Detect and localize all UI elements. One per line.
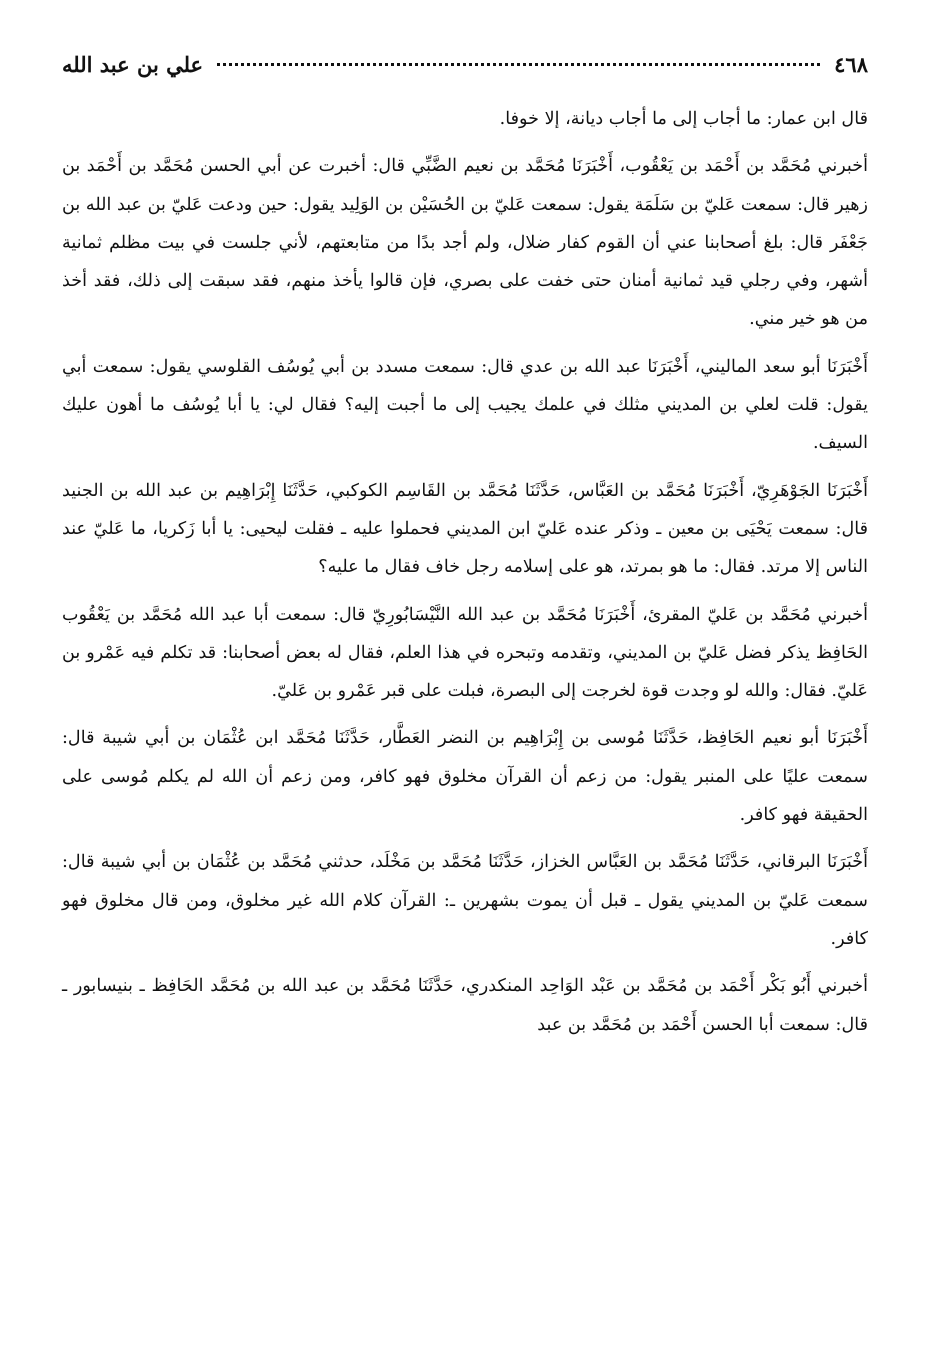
page-body — [62, 100, 868, 1044]
paragraph: قال ابن عمار: ما أجاب إلى ما أجاب ديانة، إلا خوفا. — [499, 109, 868, 129]
paragraph: أَخْبَرَنَا البرقاني، حَدَّثَنَا مُحَمَّد بن العَبَّاس الخزاز، حَدَّثَنَا مُحَمَّد بن مَخْلَد، حدثني مُحَمَّد بن عُثْمَان بن أبي شيبة قال: سمعت عَليّ بن المديني يقول ـ قبل أن يموت بشهرين ـ: القرآن كلام الله غير مخلوق، ومن قال مخلوق فهو كافر. — [62, 852, 868, 949]
page-number: ٤٦٨ — [834, 52, 868, 77]
page-header — [62, 52, 868, 86]
book-page — [62, 52, 868, 1053]
paragraph: أَخْبَرَنَا الجَوْهَرِيّ، أَخْبَرَنَا مُحَمَّد بن العَبَّاس، حَدَّثَنَا مُحَمَّد بن القَاسِم الكوكبي، حَدَّثَنَا إِبْرَاهِيم بن عبد الله بن الجنيد قال: سمعت يَحْيَى بن معين ـ وذكر عنده عَليّ ابن المديني فحملوا عليه ـ فقلت ليحيى: يا أبا زَكريا، ما عَليّ عند الناس إلا مرتد. فقال: ما هو بمرتد، هو على إسلامه رجل خاف فقال ما عليه؟ — [62, 480, 868, 578]
paragraph: أخبرني أَبُو بَكْر أَحْمَد بن مُحَمَّد بن عَبْد الوَاحِد المنكدري، حَدَّثَنَا مُحَمَّد بن عبد الله بن مُحَمَّد الحَافِظ ـ بنيسابور ـ قال: سمعت أبا الحسن أَحْمَد بن مُحَمَّد بن عبد — [62, 976, 868, 1035]
paragraph: أخبرني مُحَمَّد بن عَليّ المقرئ، أَخْبَرَنَا مُحَمَّد بن عبد الله النَّيْسَابُورِيّ قال: سمعت أبا عبد الله مُحَمَّد بن يَعْقُوب الحَافِظ يذكر فضل عَليّ بن المديني، وتقدمه وتبحره في هذا العلم، فقال له بعض أصحابنا: قد تكلم فيه عَمْرو بن عَليّ. فقال: والله لو وجدت قوة لخرجت إلى البصرة، فبلت على قبر عَمْرو بن عَليّ. — [62, 604, 868, 702]
paragraph: أخبرني مُحَمَّد بن أَحْمَد بن يَعْقُوب، أَخْبَرَنَا مُحَمَّد بن نعيم الضَّبِّي قال: أخبرت عن أبي الحسن مُحَمَّد بن أَحْمَد بن زهير قال: سمعت عَليّ بن سَلَمَة يقول: سمعت عَليّ بن الحُسَيْن بن الوَلِيد يقول: حين ودعت عَليّ بن عبد الله بن جَعْفَر قال: بلغ أصحابنا عني أن القوم كفار ضلال، ولم أجد بدًا من متابعتهم، لأني جلست في بيت مظلم ثمانية أشهر، وفي رجلي قيد ثمانية أمنان حتى خفت على بصري، فإن قالوا يأخذ منهم، فقد سبقت إلى ذلك، فقد أخذ من هو خير مني. — [62, 156, 868, 330]
paragraph: أَخْبَرَنَا أبو سعد الماليني، أَخْبَرَنَا عبد الله بن عدي قال: سمعت مسدد بن أبي يُوسُف القلوسي يقول: سمعت أبي يقول: قلت لعلي بن المديني مثلك في علمك يجيب إلى ما أجبت إليه؟ فقال لي: يا أبا يُوسُف ما أهون عليك السيف. — [62, 356, 868, 454]
paragraph: أَخْبَرَنَا أبو نعيم الحَافِظ، حَدَّثَنَا مُوسى بن إِبْرَاهِيم بن النضر العَطَّار، حَدَّثَنَا مُحَمَّد ابن عُثْمَان بن أبي شيبة قال: سمعت عليًا على المنبر يقول: من زعم أن القرآن مخلوق فهو كافر، ومن زعم أن الله لم يكلم مُوسى على الحقيقة فهو كافر. — [62, 728, 869, 826]
running-title: علي بن عبد الله — [62, 52, 204, 77]
leader-dots — [217, 63, 820, 66]
